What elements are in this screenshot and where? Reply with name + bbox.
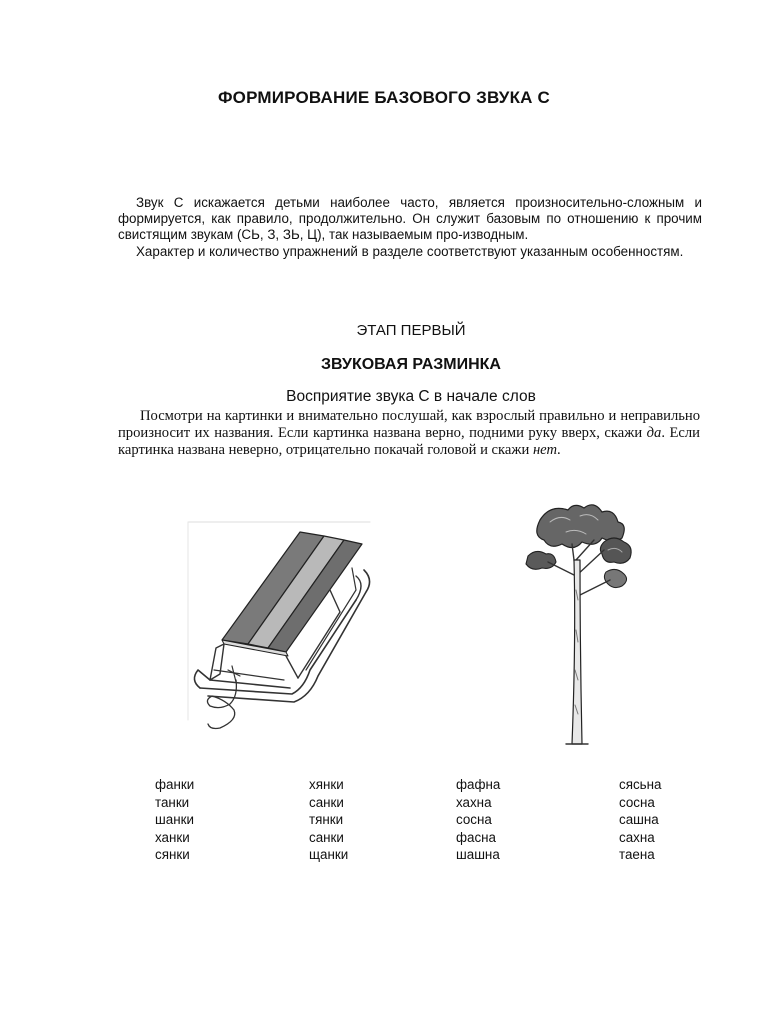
word-item: хянки — [309, 777, 344, 792]
pine-tree-illustration — [510, 500, 650, 750]
instructions-part-3: . — [557, 442, 561, 458]
intro-paragraph-2: Характер и количество упражнений в разделе соответствуют указанным особенностям. — [136, 243, 684, 259]
word-item: фасна — [456, 829, 497, 845]
word-item: сахна — [619, 829, 655, 845]
intro-paragraph-1: Звук С искажается детьми наиболее часто, является произносительно-сложным и формируется, как правило, продолжительно. Он служит базовым по отношению к прочим свистящим звукам (СЬ, З, ЗЬ, Ц), так называемым про-изводным. — [118, 195, 702, 243]
word-column-3 — [456, 776, 500, 864]
intro-text — [118, 195, 702, 260]
word-item: хахна — [456, 794, 492, 810]
word-column-4 — [619, 776, 661, 864]
word-item: сянки — [155, 847, 190, 862]
no-word: нет — [532, 442, 558, 458]
word-item: сосна — [456, 812, 492, 827]
page-title: ФОРМИРОВАНИЕ БАЗОВОГО ЗВУКА С — [217, 88, 551, 107]
word-item: таена — [619, 847, 655, 862]
word-item: шашна — [456, 847, 500, 862]
word-list — [0, 776, 768, 876]
word-item: щанки — [309, 847, 349, 862]
word-item: санки — [309, 829, 344, 845]
word-item: сашна — [619, 812, 659, 827]
word-item: фанки — [155, 777, 195, 792]
word-item: шанки — [155, 812, 194, 827]
exercise-subtitle: Восприятие звука С в начале слов — [286, 388, 536, 405]
word-item: ханки — [155, 829, 190, 845]
word-item: санки — [309, 794, 344, 810]
stage-heading: ЭТАП ПЕРВЫЙ — [356, 322, 466, 339]
sled-illustration — [180, 520, 376, 740]
yes-word: да — [646, 425, 662, 441]
word-item: танки — [155, 794, 190, 810]
word-item: сосна — [619, 794, 655, 810]
word-item: фафна — [456, 777, 501, 792]
section-heading: ЗВУКОВАЯ РАЗМИНКА — [321, 356, 501, 373]
instructions-paragraph — [118, 408, 700, 459]
word-item: сясьна — [619, 777, 662, 792]
word-item: тянки — [309, 812, 344, 827]
word-column-2 — [309, 776, 348, 864]
exercise-instructions — [118, 408, 700, 459]
word-column-1 — [155, 776, 194, 864]
instructions-part-1: Посмотри на картинки и внимательно послушай, как взрослый правильно и неправильно произносит их названия. Если картинка названа верно, подними руку вверх, скажи — [118, 408, 700, 441]
instructions-part-2: . Если картинка названа неверно, отрицательно покачай головой и скажи — [118, 425, 700, 458]
